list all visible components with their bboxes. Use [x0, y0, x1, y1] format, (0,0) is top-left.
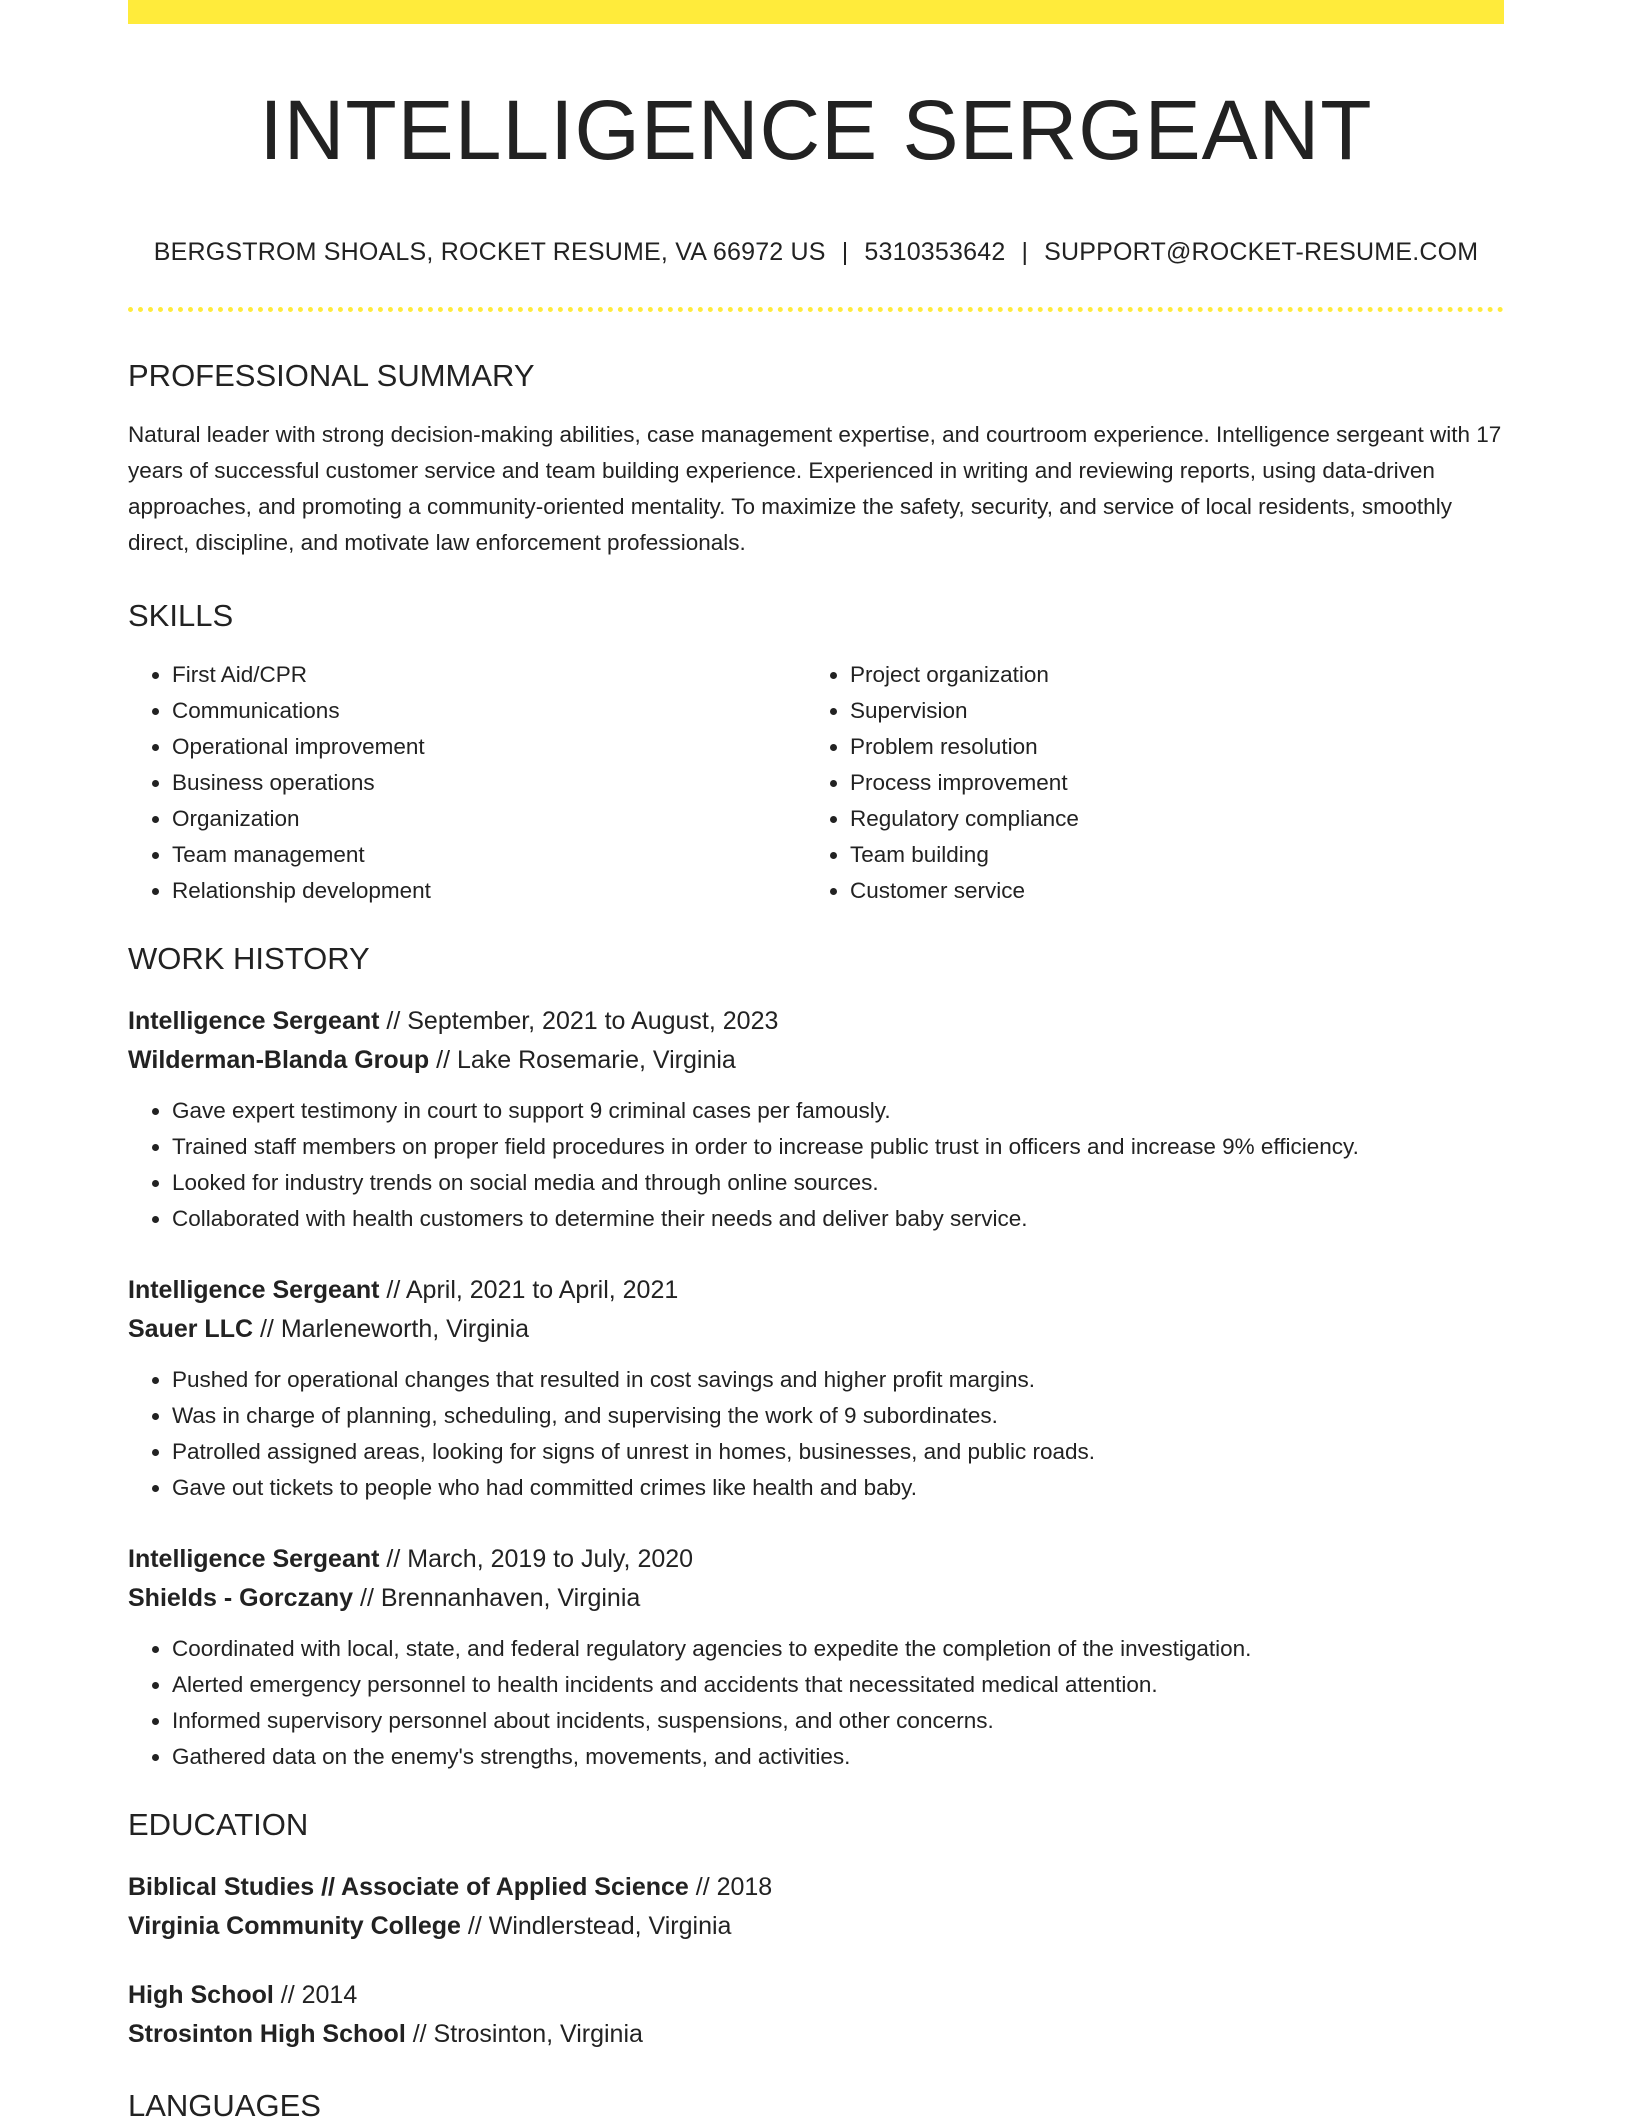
- duty-item: • Gathered data on the enemy's strengths, movements, and activities.: [172, 1739, 1504, 1775]
- skill-item: • Communications: [172, 693, 806, 729]
- skill-item: • Team building: [850, 837, 1504, 873]
- degree-line: [128, 1868, 1504, 1907]
- duty-item: • Gave expert testimony in court to support 9 criminal cases per famously.: [172, 1093, 1504, 1129]
- job-duties: [128, 1093, 1504, 1237]
- contact-separator: |: [1021, 238, 1029, 266]
- school-line: [128, 1907, 1504, 1946]
- job-title-line: [128, 1002, 1504, 1041]
- contact-separator: |: [841, 238, 849, 266]
- skill-item: • Customer service: [850, 873, 1504, 909]
- school-location: // Windlerstead, Virginia: [460, 1912, 732, 1940]
- education-entry: [128, 1868, 1504, 1946]
- duty-item: • Alerted emergency personnel to health incidents and accidents that necessitated medical attention.: [172, 1667, 1504, 1703]
- skill-item: • Regulatory compliance: [850, 801, 1504, 837]
- resume-name: INTELLIGENCE SERGEANT: [259, 83, 1373, 177]
- duty-item: • Pushed for operational changes that resulted in cost savings and higher profit margins.: [172, 1362, 1504, 1398]
- job-company-line: [128, 1310, 1504, 1349]
- skill-item: • First Aid/CPR: [172, 657, 806, 693]
- work-history-heading: WORK HISTORY: [128, 941, 370, 976]
- skill-item: • Business operations: [172, 765, 806, 801]
- education-heading: EDUCATION: [128, 1807, 309, 1842]
- skills-heading: SKILLS: [128, 598, 234, 633]
- job-duties: [128, 1362, 1504, 1506]
- duty-item: • Patrolled assigned areas, looking for signs of unrest in homes, businesses, and public roads.: [172, 1434, 1504, 1470]
- skill-item: • Project organization: [850, 657, 1504, 693]
- duty-item: • Collaborated with health customers to determine their needs and deliver baby service.: [172, 1201, 1504, 1237]
- contact-phone: 5310353642: [864, 238, 1006, 266]
- school: Strosinton High School: [128, 2020, 406, 2048]
- resume-page: [128, 0, 1504, 2121]
- job-role: Intelligence Sergeant: [128, 1545, 380, 1573]
- job-company-line: [128, 1579, 1504, 1618]
- job-entry: [128, 1540, 1504, 1775]
- degree-line: [128, 1976, 1504, 2015]
- job-title-line: [128, 1271, 1504, 1310]
- duty-item: • Looked for industry trends on social media and through online sources.: [172, 1165, 1504, 1201]
- skill-item: • Process improvement: [850, 765, 1504, 801]
- summary-text: Natural leader with strong decision-making abilities, case management expertise, and courtroom experience. Intelligence sergeant with 17 years of successful customer service and team building experience. Experienced in writing and reviewing reports, using data-driven approaches, and promoting a community-oriented mentality. To maximize the safety, security, and service of local residents, smoothly direct, discipline, and motivate law enforcement professionals.: [128, 422, 1502, 555]
- job-dates: // April, 2021 to April, 2021: [379, 1276, 679, 1304]
- job-dates: // March, 2019 to July, 2020: [379, 1545, 694, 1573]
- skills-column-left: [128, 657, 806, 909]
- contact-email: SUPPORT@ROCKET-RESUME.COM: [1044, 238, 1479, 266]
- job-role: Intelligence Sergeant: [128, 1276, 380, 1304]
- degree: Biblical Studies // Associate of Applied Science: [128, 1873, 689, 1901]
- job-role: Intelligence Sergeant: [128, 1007, 380, 1035]
- header-divider: [128, 307, 1504, 312]
- skills-column-right: [806, 657, 1504, 909]
- duty-item: • Coordinated with local, state, and federal regulatory agencies to expedite the completion of the investigation.: [172, 1631, 1504, 1667]
- job-dates: // September, 2021 to August, 2023: [379, 1007, 779, 1035]
- job-location: // Lake Rosemarie, Virginia: [429, 1046, 736, 1074]
- job-company: Wilderman-Blanda Group: [128, 1046, 430, 1074]
- duty-item: • Was in charge of planning, scheduling, and supervising the work of 9 subordinates.: [172, 1398, 1504, 1434]
- school-location: // Strosinton, Virginia: [405, 2020, 643, 2048]
- skills-list: [128, 657, 1504, 909]
- skill-item: • Team management: [172, 837, 806, 873]
- skill-item: • Operational improvement: [172, 729, 806, 765]
- skill-item: • Supervision: [850, 693, 1504, 729]
- languages-heading: LANGUAGES: [128, 2088, 321, 2123]
- degree-year: // 2018: [688, 1873, 773, 1901]
- skill-item: • Problem resolution: [850, 729, 1504, 765]
- job-entry: [128, 1002, 1504, 1237]
- job-company: Sauer LLC: [128, 1315, 254, 1343]
- job-location: // Brennanhaven, Virginia: [353, 1584, 641, 1612]
- degree: High School: [128, 1981, 274, 2009]
- summary-heading: PROFESSIONAL SUMMARY: [128, 358, 535, 393]
- job-company-line: [128, 1041, 1504, 1080]
- skill-item: • Organization: [172, 801, 806, 837]
- school: Virginia Community College: [128, 1912, 461, 1940]
- contact-line: [128, 238, 1504, 267]
- duty-item: • Gave out tickets to people who had committed crimes like health and baby.: [172, 1470, 1504, 1506]
- education-entry: [128, 1976, 1504, 2054]
- school-line: [128, 2015, 1504, 2054]
- contact-address: BERGSTROM SHOALS, ROCKET RESUME, VA 66972 US: [153, 238, 826, 266]
- job-duties: [128, 1631, 1504, 1775]
- top-accent-bar: [128, 0, 1504, 24]
- job-title-line: [128, 1540, 1504, 1579]
- duty-item: • Trained staff members on proper field procedures in order to increase public trust in officers and increase 9% efficiency.: [172, 1129, 1504, 1165]
- duty-item: • Informed supervisory personnel about incidents, suspensions, and other concerns.: [172, 1703, 1504, 1739]
- degree-year: // 2014: [273, 1981, 358, 2009]
- skill-item: • Relationship development: [172, 873, 806, 909]
- job-company: Shields - Gorczany: [128, 1584, 354, 1612]
- job-location: // Marleneworth, Virginia: [253, 1315, 530, 1343]
- job-entry: [128, 1271, 1504, 1506]
